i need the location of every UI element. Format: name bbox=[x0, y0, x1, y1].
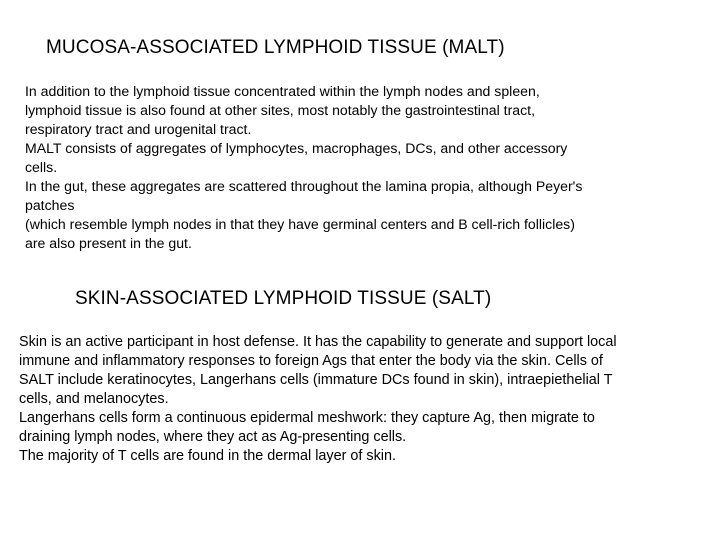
malt-line: In addition to the lymphoid tissue concentrated within the lymph nodes and spleen, bbox=[25, 83, 540, 99]
malt-line: patches bbox=[25, 197, 75, 213]
malt-line: lymphoid tissue is also found at other sites, most notably the gastrointestinal tract, bbox=[25, 102, 535, 118]
malt-paragraph bbox=[25, 82, 582, 253]
salt-paragraph bbox=[19, 333, 617, 466]
salt-line: immune and inflammatory responses to foreign Ags that enter the body via the skin. Cells of bbox=[19, 353, 603, 369]
salt-line: The majority of T cells are found in the dermal layer of skin. bbox=[19, 448, 396, 464]
salt-heading: SKIN-ASSOCIATED LYMPHOID TISSUE (SALT) bbox=[75, 288, 492, 309]
malt-line: In the gut, these aggregates are scattered throughout the lamina propia, although Peyer's bbox=[25, 178, 583, 194]
malt-line: cells. bbox=[25, 159, 58, 175]
malt-heading: MUCOSA-ASSOCIATED LYMPHOID TISSUE (MALT) bbox=[46, 37, 505, 58]
salt-line: Skin is an active participant in host defense. It has the capability to generate and support local bbox=[19, 334, 617, 350]
malt-line: are also present in the gut. bbox=[25, 235, 192, 251]
malt-line: respiratory tract and urogenital tract. bbox=[25, 121, 252, 137]
malt-line: (which resemble lymph nodes in that they have germinal centers and B cell-rich follicles) bbox=[25, 216, 575, 232]
salt-line: Langerhans cells form a continuous epidermal meshwork: they capture Ag, then migrate to bbox=[19, 410, 595, 426]
salt-line: SALT include keratinocytes, Langerhans cells (immature DCs found in skin), intraepiethelial T bbox=[19, 372, 613, 388]
salt-line: cells, and melanocytes. bbox=[19, 391, 169, 407]
malt-line: MALT consists of aggregates of lymphocytes, macrophages, DCs, and other accessory bbox=[25, 140, 568, 156]
salt-line: draining lymph nodes, where they act as Ag-presenting cells. bbox=[19, 429, 407, 445]
